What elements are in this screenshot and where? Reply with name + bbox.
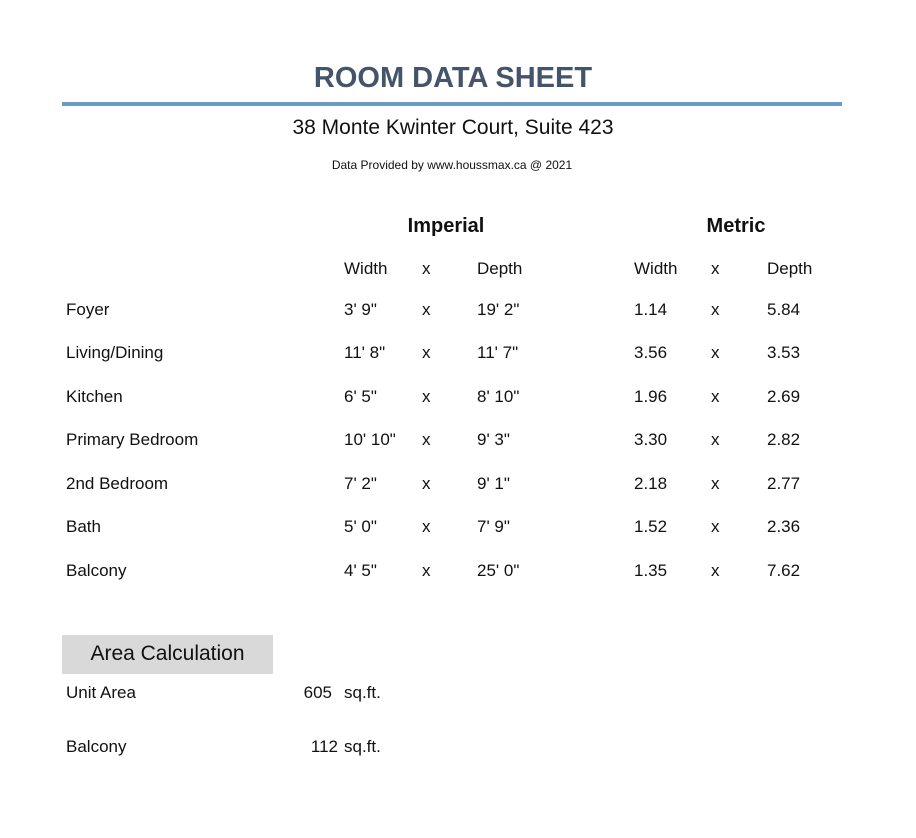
imperial-width: 3' 9" [344, 300, 377, 319]
area-calculation-title: Area Calculation [90, 642, 245, 665]
imperial-depth: 11' 7" [477, 343, 519, 362]
imperial-width: 7' 2" [344, 474, 377, 493]
imperial-width-header: Width [344, 259, 388, 278]
room-name: 2nd Bedroom [66, 474, 169, 493]
metric-width: 1.14 [634, 300, 668, 319]
room-name: Kitchen [66, 387, 123, 406]
imperial-x: x [422, 474, 431, 493]
imperial-x: x [422, 561, 431, 580]
metric-depth: 2.69 [767, 387, 801, 406]
metric-depth: 2.82 [767, 430, 801, 449]
data-provider-note: Data Provided by www.houssmax.ca @ 2021 [331, 158, 573, 172]
metric-section-header: Metric [706, 215, 766, 237]
imperial-x-header: x [422, 259, 431, 278]
metric-depth: 5.84 [767, 300, 801, 319]
metric-depth: 3.53 [767, 343, 801, 362]
metric-width: 3.56 [634, 343, 668, 362]
room-name: Primary Bedroom [66, 430, 199, 449]
imperial-depth: 7' 9" [477, 517, 510, 536]
property-address: 38 Monte Kwinter Court, Suite 423 [292, 116, 614, 139]
title-divider [62, 102, 842, 106]
metric-x: x [711, 561, 720, 580]
imperial-width: 10' 10" [344, 430, 396, 449]
area-unit: sq.ft. [344, 683, 381, 702]
imperial-x: x [422, 300, 431, 319]
metric-x: x [711, 517, 720, 536]
metric-x: x [711, 343, 720, 362]
room-name: Foyer [66, 300, 110, 319]
imperial-width: 11' 8" [344, 343, 386, 362]
metric-x-header: x [711, 259, 720, 278]
room-name: Living/Dining [66, 343, 164, 362]
imperial-x: x [422, 430, 431, 449]
metric-depth-header: Depth [767, 259, 813, 278]
imperial-depth: 9' 1" [477, 474, 510, 493]
imperial-width: 6' 5" [344, 387, 377, 406]
imperial-depth: 25' 0" [477, 561, 520, 580]
imperial-x: x [422, 343, 431, 362]
room-name: Balcony [66, 561, 127, 580]
room-name: Bath [66, 517, 101, 536]
area-unit: sq.ft. [344, 737, 381, 756]
metric-x: x [711, 387, 720, 406]
imperial-x: x [422, 517, 431, 536]
imperial-depth: 8' 10" [477, 387, 520, 406]
metric-x: x [711, 430, 720, 449]
area-value: 112 [310, 737, 338, 756]
metric-width: 1.52 [634, 517, 668, 536]
metric-width: 3.30 [634, 430, 668, 449]
metric-x: x [711, 300, 720, 319]
metric-width: 2.18 [634, 474, 668, 493]
imperial-depth-header: Depth [477, 259, 523, 278]
imperial-depth: 19' 2" [477, 300, 520, 319]
imperial-width: 4' 5" [344, 561, 377, 580]
page-title: ROOM DATA SHEET [313, 62, 593, 94]
area-value: 605 [303, 683, 332, 702]
metric-width: 1.96 [634, 387, 668, 406]
metric-width: 1.35 [634, 561, 668, 580]
imperial-width: 5' 0" [344, 517, 377, 536]
metric-depth: 2.36 [767, 517, 801, 536]
imperial-x: x [422, 387, 431, 406]
imperial-section-header: Imperial [407, 215, 485, 237]
metric-width-header: Width [634, 259, 678, 278]
metric-x: x [711, 474, 720, 493]
metric-depth: 2.77 [767, 474, 801, 493]
imperial-depth: 9' 3" [477, 430, 510, 449]
metric-depth: 7.62 [767, 561, 801, 580]
area-label: Unit Area [66, 683, 136, 702]
area-label: Balcony [66, 737, 127, 756]
